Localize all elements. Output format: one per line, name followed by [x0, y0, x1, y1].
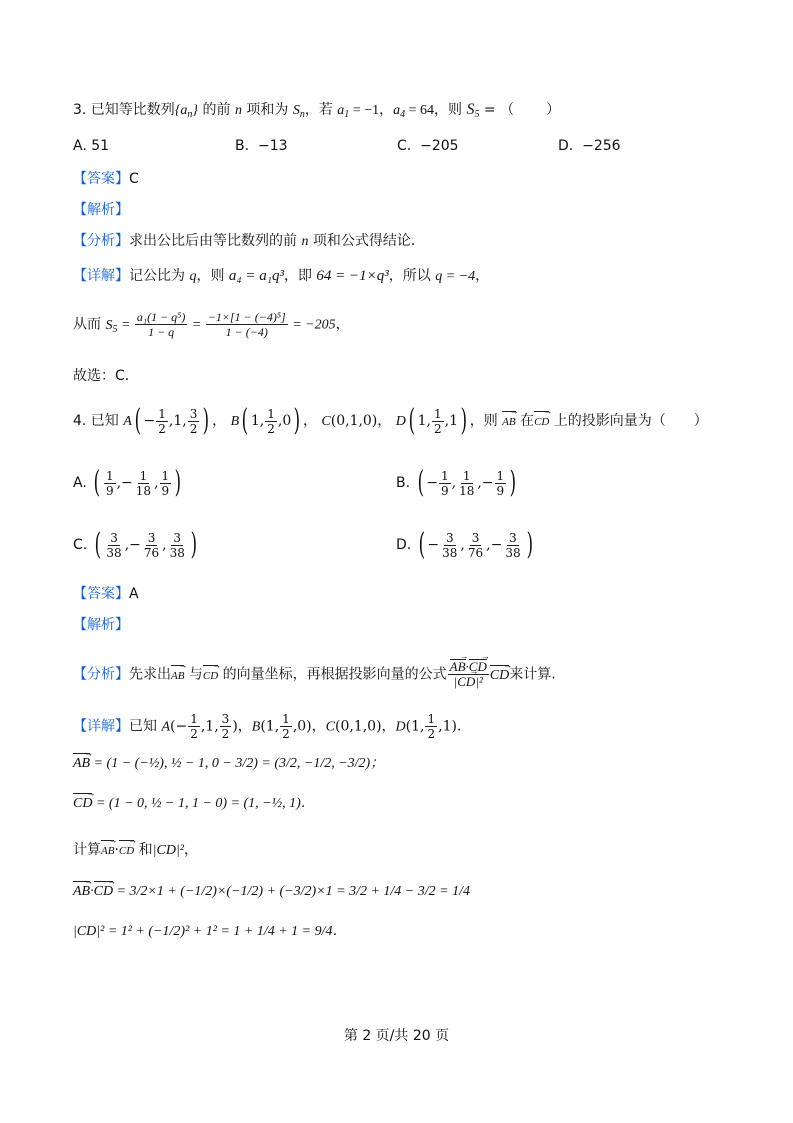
q3-option-c: C. −205 [397, 138, 459, 154]
detail-tag: 【详解】 [73, 268, 129, 284]
dot-product-calc: = 3/2×1 + (−1/2)×(−1/2) + (−3/2)×1 = 3/2 + 1/4 − 3/2 = 1/4 [116, 884, 470, 899]
q4-option-a: A. ( $\frac{1}{9}$ ,− $\frac{1}{18}$ , $\frac{1}{9}$ ) [73, 465, 182, 500]
detail-text: ，所以 [388, 268, 436, 284]
q4-text: ，则 [469, 413, 498, 429]
fenxi-tag: 【分析】 [73, 233, 129, 249]
equation-q: q = −4 [435, 269, 476, 284]
q4-stem: 4. 已知 A( − $\frac{1}{2}$ ,1, $\frac{3}{2}$ ) ， B( 1, $\frac{1}{2}$ ,0) ， C(0,1,0)， D( 1, $\frac{1}{2}$ ,1) ，则 AB → 在CD → 上的投影向量为（ ） [73, 406, 708, 436]
vector-CD: CD → [119, 841, 134, 861]
q3-option-d: D. −256 [558, 138, 621, 154]
q4-text: 在 [515, 413, 535, 429]
page-footer: 第 2 页/共 20 页 [343, 1028, 450, 1044]
q3-text: 项和为 [241, 102, 293, 118]
answer-value: C [129, 171, 139, 187]
q3-conclusion: 从而 $S_5$ = $\frac{\text{a₁(1 − q⁵)}}{1 - q}$ = $\frac{\text{−1×[1 − (−4)⁵]}}{1 - (-4)}$ = −205， [73, 310, 350, 339]
vector-CD: CD → [73, 794, 92, 814]
q4-fenxi [73, 660, 556, 689]
fenxi-text: 求出公比后由等比数列的前 [129, 233, 302, 249]
q3-text: ， [379, 102, 394, 118]
result-value: = −205 [288, 317, 336, 333]
fenxi-tag: 【分析】 [73, 666, 129, 683]
q3-text: 的前 [198, 102, 235, 118]
q3-text: ，则 [434, 102, 467, 118]
var-n: n [234, 103, 242, 118]
equation-a4: a₄ = a₁q³ [228, 268, 284, 284]
q4-vector-cd-line [73, 794, 315, 814]
vector-AB: AB → [171, 666, 184, 686]
fraction-sum-formula: $\frac{\text{a₁(1 − q⁵)}}{1 - q}$ [136, 310, 186, 339]
q4-calc-heading: 计算AB →·CD → 和|CD|²， [73, 840, 198, 861]
q3-fenxi [73, 231, 425, 252]
vector-CD: CD → [534, 412, 549, 432]
calc-text: 计算 [73, 842, 101, 858]
fenxi-text: 项和公式得结论． [308, 233, 425, 249]
q4-norm-line [73, 922, 347, 942]
answer-tag: 【答案】 [73, 171, 129, 187]
q4-text: ， [377, 413, 392, 429]
detail-text: ，则 [196, 268, 229, 284]
calc-text: 和 [134, 842, 153, 858]
q3-text: = （ [479, 102, 515, 118]
q3-stem-text: 3. 已知等比数列 [73, 102, 175, 118]
detail-text: ， [475, 268, 490, 284]
point-A-label: A [161, 719, 171, 735]
detail-text: 记公比为 [129, 268, 190, 284]
point-C-value: (0,1,0) [330, 413, 378, 429]
vector-cd-calc: = (1 − 0, ½ − 1, 1 − 0) = (1, −½, 1)． [95, 796, 315, 811]
target-S5: $S_5$ [466, 101, 480, 120]
fraction-sum-value: $\frac{\text{−1×[1 − (−4)⁵]}}{1 - (-4)}$ [207, 310, 286, 339]
sequence-a: $\{a_n\}$ [174, 103, 199, 120]
point-D-label: D [395, 414, 406, 429]
q4-stem-text: 4. 已知 [73, 413, 124, 429]
q4-analysis-heading [73, 615, 129, 635]
var-n: n [301, 234, 309, 249]
fenxi-text: 先求出 [129, 666, 171, 683]
q4-text: ， [302, 413, 317, 429]
fenxi-text: 的向量坐标，再根据投影向量的公式 [218, 666, 447, 683]
q4-detail: 【详解】已知 A(− $\frac{1}{2}$ ,1, $\frac{3}{2}$ )，B(1, $\frac{1}{2}$ ,0)，C(0,1,0)，D(1, $\frac{1}{2}$ ,1)． [73, 712, 471, 741]
vector-AB: AB → [73, 882, 90, 902]
q3-choose [73, 366, 139, 386]
detail-text: ，即 [283, 268, 317, 284]
norm-calc: |CD|² = 1² + (−1/2)² + 1² = 1 + 1/4 + 1 = 9/4． [73, 924, 347, 939]
q4-text: 上的投影向量为（ ） [549, 413, 708, 429]
point-D-label: D [395, 719, 406, 735]
q3-option-b: B. −13 [235, 138, 288, 154]
equation-64: 64 = −1×q³ [316, 268, 389, 284]
cond-a1: $a_1 = -1$ [337, 103, 380, 120]
point-A-label: A [123, 414, 132, 429]
detail-text: 已知 [129, 718, 162, 735]
conclusion-text: 从而 [73, 316, 106, 333]
analysis-tag: 【解析】 [73, 617, 129, 633]
point-B-label: B [251, 719, 261, 735]
q4-option-c: C. ( $\frac{3}{38}$ ,− $\frac{3}{76}$ , $\frac{3}{38}$ ) [73, 527, 197, 562]
vector-AB: AB → [73, 754, 90, 774]
cond-a4: $a_4 = 64$ [393, 103, 434, 120]
q4-dot-product-line: AB →·CD → = 3/2×1 + (−1/2)×(−1/2) + (−3/2)×1 = 3/2 + 1/4 − 3/2 = 1/4 [73, 882, 470, 902]
fenxi-text: 来计算. [509, 666, 556, 683]
q4-text: ， [212, 413, 227, 429]
point-C-label: C [325, 719, 335, 735]
fenxi-text: 与 [184, 666, 203, 683]
q3-analysis-heading [73, 200, 129, 220]
q3-text: ） [546, 102, 561, 118]
answer-value: A [129, 586, 139, 602]
q3-stem [73, 100, 560, 125]
vector-AB: AB → [101, 841, 114, 861]
detail-tag: 【详解】 [73, 718, 129, 735]
point-C-label: C [321, 414, 331, 429]
choose-text: 故选：C． [73, 368, 139, 384]
conclusion-text: ， [335, 316, 350, 333]
vector-CD: CD → [490, 666, 509, 686]
vector-CD: CD → [203, 666, 218, 686]
q4-answer [73, 584, 139, 604]
vector-AB: AB → [502, 412, 515, 432]
point-B-label: B [230, 414, 240, 429]
sum-S: $S_n$ [292, 103, 305, 120]
calc-text: ， [183, 842, 198, 858]
q3-answer [73, 169, 139, 189]
analysis-tag: 【解析】 [73, 202, 129, 218]
vector-CD: CD → [94, 882, 113, 902]
q4-option-b: B. ( − $\frac{1}{9}$ , $\frac{1}{18}$ ,− $\frac{1}{9}$ ) [396, 465, 517, 500]
var-q: q [189, 269, 197, 284]
q4-vector-ab-line [73, 754, 384, 774]
q3-option-a: A. 51 [73, 138, 110, 154]
q3-detail [73, 266, 489, 287]
q4-option-d: D. ( − $\frac{3}{38}$ , $\frac{3}{76}$ ,− $\frac{3}{38}$ ) [396, 527, 533, 562]
S5: $S_5$ [105, 317, 118, 335]
q3-text: ，若 [304, 102, 338, 118]
answer-tag: 【答案】 [73, 586, 129, 602]
equals: = [117, 317, 134, 333]
vector-ab-calc: = (1 − (−½), ½ − 1, 0 − 3/2) = (3/2, −1/2, −3/2)； [93, 756, 385, 771]
norm-cd-squared: |CD|² [152, 843, 184, 858]
projection-formula: $\frac{AB \to\cdot CD \to}{\text{|CD →|²}}$ [448, 660, 489, 689]
